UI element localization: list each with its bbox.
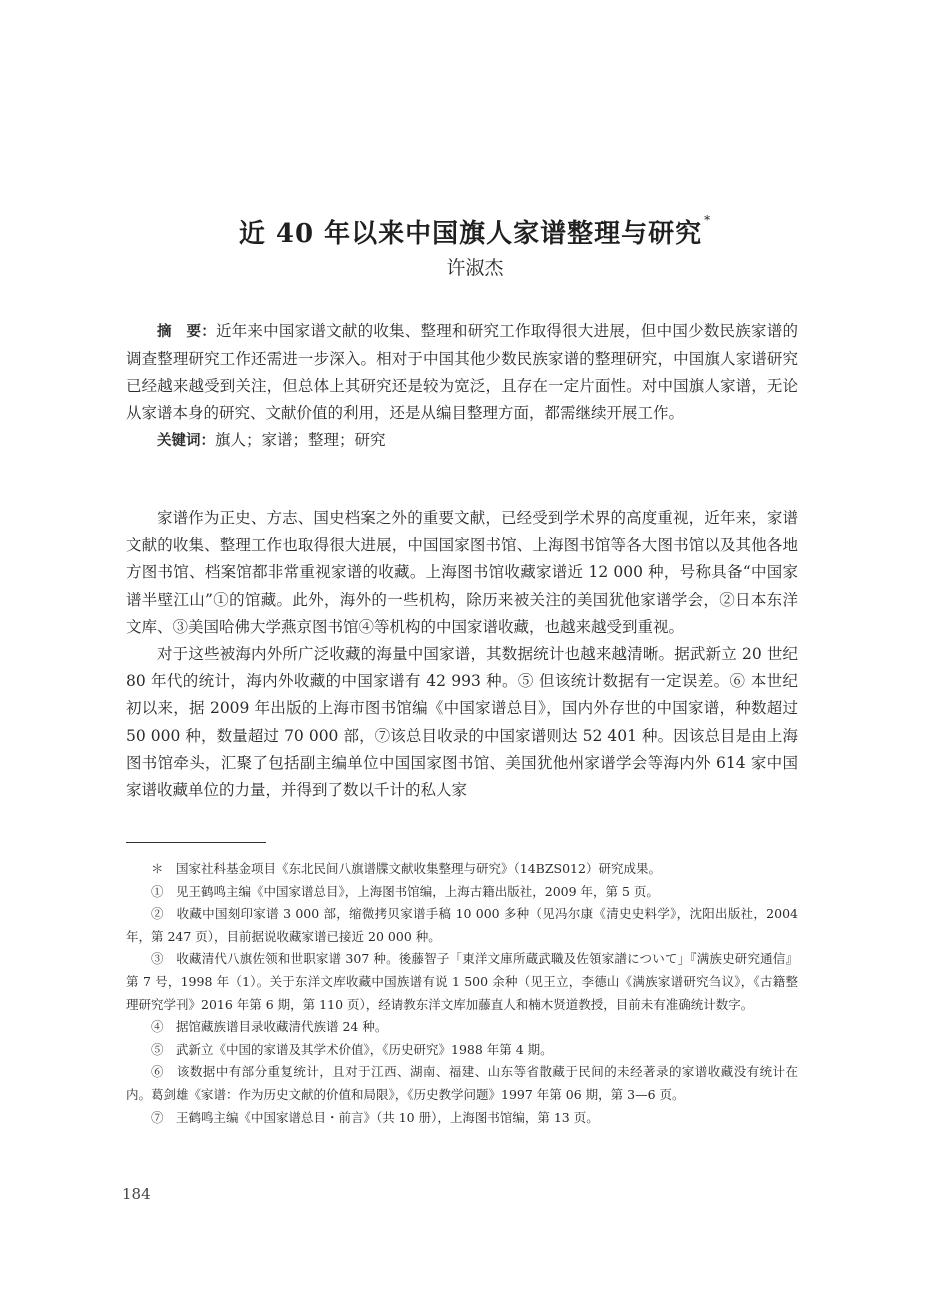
- title-footnote-mark[interactable]: *: [704, 213, 712, 228]
- footnote-6: ⑥ 该数据中有部分重复统计，且对于江西、湖南、福建、山东等省散藏于民间的未经著录的家谱收藏没有统计在内。葛剑雄《家谱：作为历史文献的价值和局限》，《历史教学问题》1997 年第 06 期，第 3—6 页。: [126, 1064, 798, 1102]
- footnote-1: ① 见王鹤鸣主编《中国家谱总目》，上海图书馆编，上海古籍出版社，2009 年，第 5 页。: [151, 883, 659, 899]
- abstract-text: 近年来中国家谱文献的收集、整理和研究工作取得很大进展，但中国少数民族家谱的调查整理研究工作还需进一步深入。相对于中国其他少数民族家谱的整理研究，中国旗人家谱研究已经越来越受到关注，但总体上其研究还是较为宽泛，且存在一定片面性。对中国旗人家谱，无论从家谱本身的研究、文献价值的利用，还是从编目整理方面，都需继续开展工作。: [126, 322, 798, 422]
- article-title-text: 近 40 年以来中国旗人家谱整理与研究: [238, 219, 703, 250]
- page-number: 184: [122, 1185, 151, 1203]
- abstract-label: 摘 要：: [157, 324, 216, 340]
- footnote-5: ⑤ 武新立《中国的家谱及其学术价值》，《历史研究》1988 年第 4 期。: [151, 1041, 553, 1057]
- footnotes: [126, 858, 798, 1129]
- abstract-block: [126, 318, 798, 455]
- footnote-3: ③ 收藏清代八旗佐领和世职家谱 307 种。後藤智子「東洋文庫所蔵武職及佐領家譜について」『满族史研究通信』第 7 号，1998 年（1）。关于东洋文库收藏中国族谱有说 1 500 余种（见王立，李德山《满族家谱研究刍议》，《古籍整理研究学刊》2016 年第 6 期，第 110 页），经请教东洋文库加藤直人和楠木贤道教授，目前未有准确统计数字。: [126, 951, 798, 1012]
- keywords-label: 关键词：: [157, 433, 215, 449]
- abstract-paragraph: [126, 318, 798, 427]
- footnote-funding: ＊ 国家社科基金项目《东北民间八旗谱牒文献收集整理与研究》（14BZS012）研究成果。: [151, 861, 661, 876]
- footnote-divider: [126, 842, 266, 843]
- footnote-2: ② 收藏中国刻印家谱 3 000 部，缩微拷贝家谱手稿 10 000 多种（见冯尔康《清史史料学》，沈阳出版社，2004 年，第 247 页），目前据说收藏家谱已接近 20 000 种。: [126, 906, 798, 944]
- article-title: [0, 213, 950, 250]
- body-paragraph-2: 对于这些被海内外所广泛收藏的海量中国家谱，其数据统计也越来越清晰。据武新立 20 世纪 80 年代的统计，海内外收藏的中国家谱有 42 993 种。⑤ 但该统计数据有一定误差。⑥ 本世纪初以来，据 2009 年出版的上海市图书馆编《中国家谱总目》，国内外存世的中国家谱，种数超过 50 000 种，数量超过 70 000 部，⑦该总目收录的中国家谱则达 52 401 种。因该总目是由上海图书馆牵头，汇聚了包括副主编单位中国国家图书馆、美国犹他州家谱学会等海内外 614 家中国家谱收藏单位的力量，并得到了数以千计的私人家: [126, 645, 798, 800]
- keywords-paragraph: [126, 427, 798, 455]
- footnote-7: ⑦ 王鹤鸣主编《中国家谱总目・前言》（共 10 册），上海图书馆编，第 13 页。: [151, 1109, 599, 1125]
- author-name: 许淑杰: [446, 257, 504, 279]
- body-text: [126, 505, 798, 804]
- keywords-text: 旗人；家谱；整理；研究: [215, 431, 386, 449]
- footnote-4: ④ 据馆藏族谱目录收藏清代族谱 24 种。: [151, 1019, 388, 1035]
- body-paragraph-1: 家谱作为正史、方志、国史档案之外的重要文献，已经受到学术界的高度重视，近年来，家谱文献的收集、整理工作也取得很大进展，中国国家图书馆、上海图书馆等各大图书馆以及其他各地方图书馆、档案馆都非常重视家谱的收藏。上海图书馆收藏家谱近 12 000 种，号称具备“中国家谱半壁江山”①的馆藏。此外，海外的一些机构，除历来被关注的美国犹他家谱学会，②日本东洋文库、③美国哈佛大学燕京图书馆④等机构的中国家谱收藏，也越来越受到重视。: [126, 509, 798, 636]
